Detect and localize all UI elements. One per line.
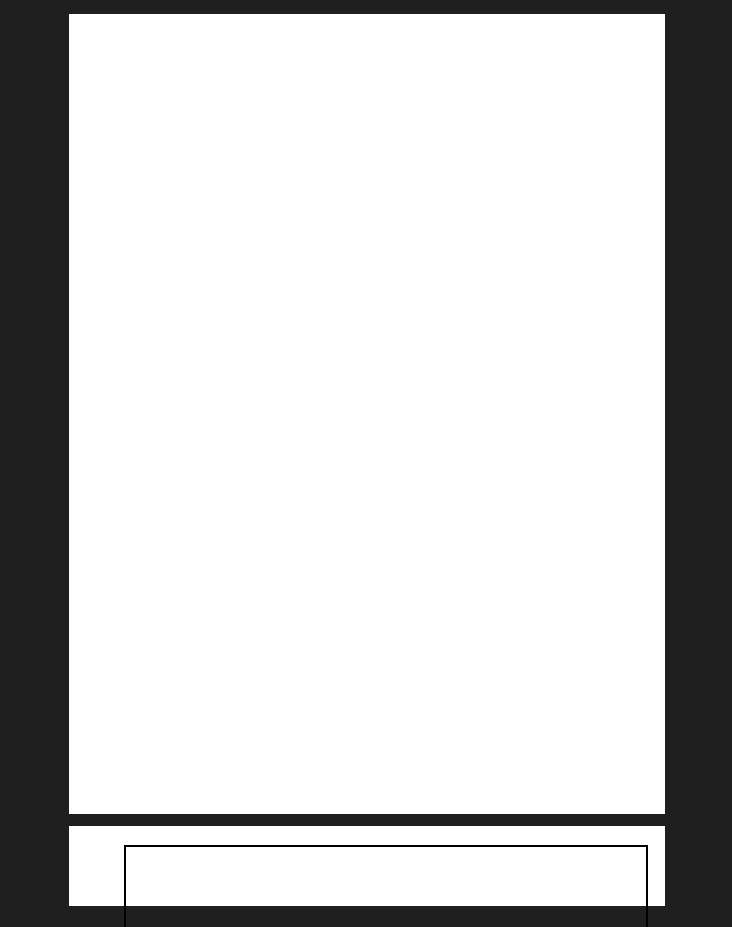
page-frame [124,845,648,927]
next-page [69,826,665,906]
document-page [69,14,665,814]
